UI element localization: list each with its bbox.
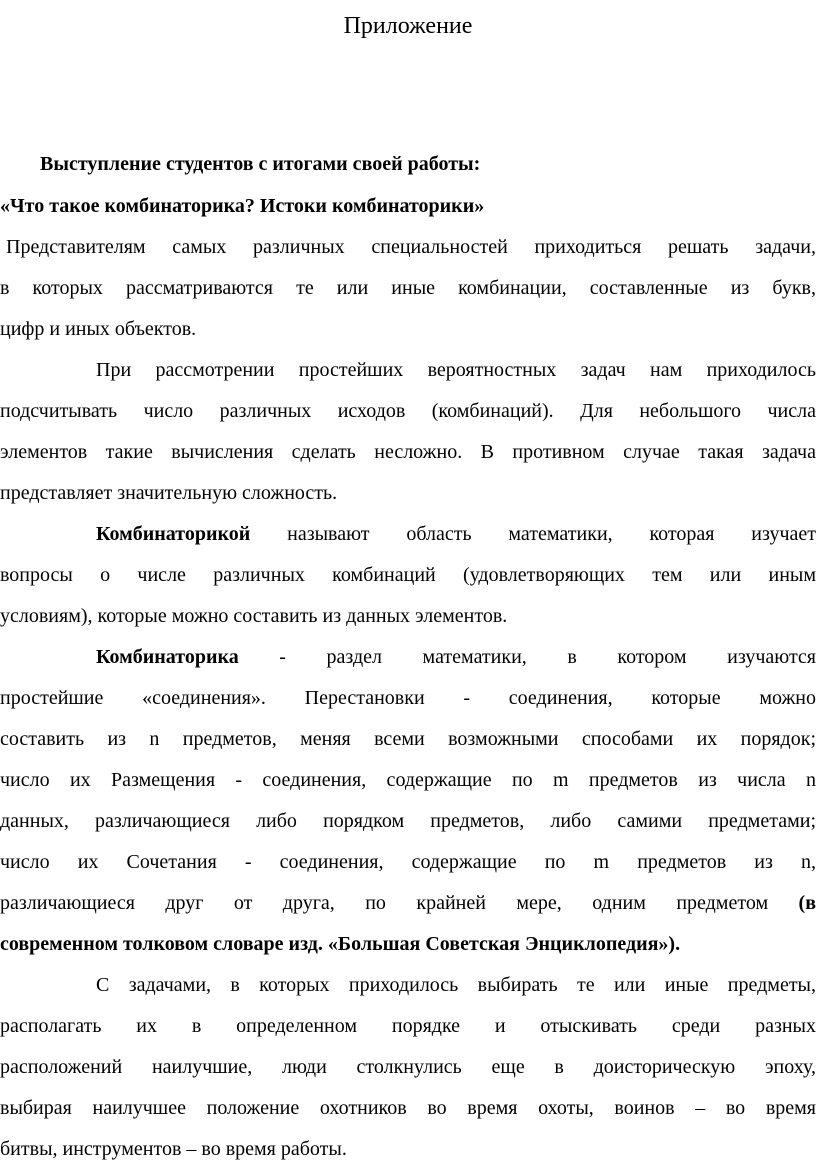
paragraph-1-line-2: в которых рассматриваются те или иные комбинации, составленные из букв, — [0, 277, 816, 299]
paragraph-3-line-2: вопросы о числе различных комбинаций (удовлетворяющих тем или иным — [0, 564, 816, 586]
paragraph-1-line-3: цифр и иных объектов. — [0, 318, 197, 340]
paragraph-5-line-1: С задачами, в которых приходилось выбирать те или иные предметы, — [96, 974, 816, 996]
paragraph-5-line-3: расположений наилучшие, люди столкнулись еще в доисторическую эпоху, — [0, 1056, 816, 1078]
paragraph-4-line-3: составить из n предметов, меняя всеми возможными способами их порядок; — [0, 728, 816, 750]
paragraph-2-line-2: подсчитывать число различных исходов (комбинаций). Для небольшого числа — [0, 400, 816, 422]
paragraph-4-line-1-text: - раздел математики, в котором изучаются — [279, 646, 816, 668]
paragraph-3-line-1-text: называют область математики, которая изучает — [287, 523, 816, 545]
paragraph-3-line-3: условиям), которые можно составить из данных элементов. — [0, 605, 508, 627]
citation-open: (в — [798, 892, 816, 914]
paragraph-4-line-6: число их Сочетания - соединения, содержащие по m предметов из n, — [0, 851, 816, 873]
paragraph-4-line-7 — [0, 889, 816, 917]
term-combinatorics-definition: Комбинаторикой — [96, 523, 251, 545]
paragraph-2-line-4: представляет значительную сложность. — [0, 482, 338, 504]
paragraph-5-line-4: выбирая наилучшее положение охотников во время охоты, воинов – во время — [0, 1097, 816, 1119]
paragraph-1-line-1: Представителям самых различных специальностей приходиться решать задачи, — [6, 236, 816, 258]
section-heading: Выступление студентов с итогами своей работы: — [40, 153, 481, 175]
paragraph-2-line-3: элементов такие вычисления сделать несложно. В противном случае такая задача — [0, 441, 816, 463]
paragraph-3-line-1 — [0, 520, 816, 548]
paragraph-4-line-2: простейшие «соединения». Перестановки - соединения, которые можно — [0, 687, 816, 709]
citation-text: современном толковом словаре изд. «Большая Советская Энциклопедия»). — [0, 933, 681, 955]
term-combinatorics: Комбинаторика — [96, 646, 239, 668]
paragraph-5-line-5: битвы, инструментов – во время работы. — [0, 1138, 347, 1160]
paragraph-4-line-7-text: различающиеся друг от друга, по крайней мере, одним предметом — [0, 892, 769, 914]
paragraph-4-line-1 — [0, 643, 816, 671]
section-subheading: «Что такое комбинаторика? Истоки комбинаторики» — [0, 195, 485, 217]
paragraph-4-line-4: число их Размещения - соединения, содержащие по m предметов из числа n — [0, 769, 816, 791]
page-title: Приложение — [343, 13, 473, 39]
paragraph-4-line-5: данных, различающиеся либо порядком предметов, либо самими предметами; — [0, 810, 816, 832]
paragraph-2-line-1: При рассмотрении простейших вероятностных задач нам приходилось — [96, 359, 816, 381]
paragraph-5-line-2: располагать их в определенном порядке и отыскивать среди разных — [0, 1015, 816, 1037]
